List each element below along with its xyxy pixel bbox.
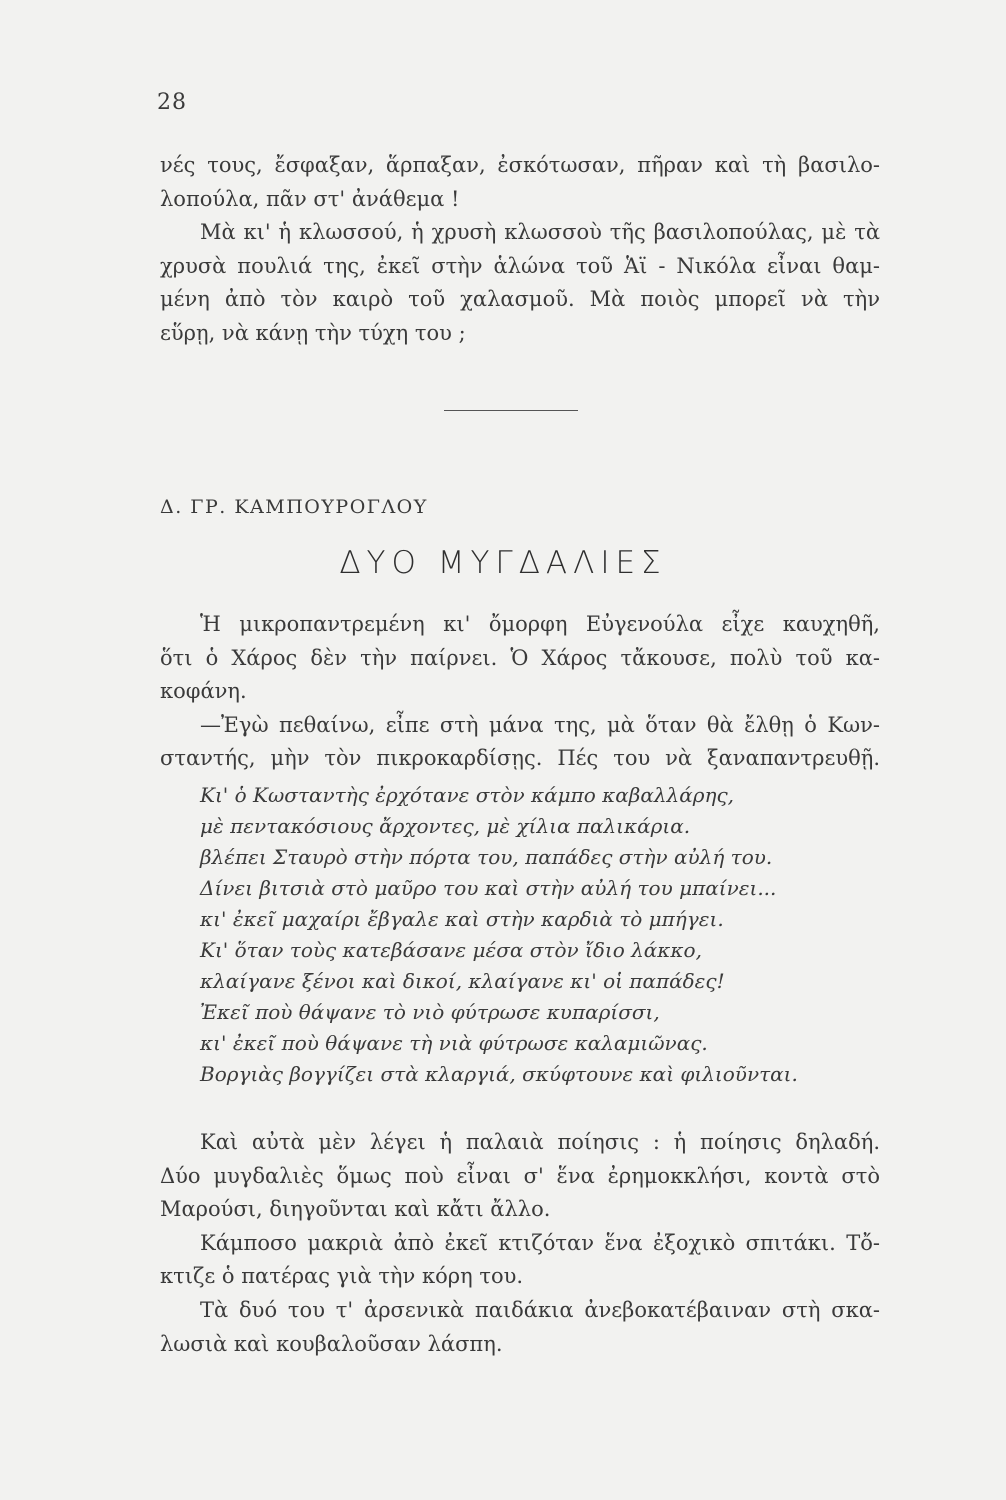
poem-line: Κι' ὁ Κωσταντὴς ἐρχότανε στὸν κάμπο καβαλλάρης,	[200, 783, 735, 807]
poem-line: βλέπει Σταυρὸ στὴν πόρτα του, παπάδες στὴν αὐλή του.	[200, 845, 773, 869]
poem-line: Δίνει βιτσιὰ στὸ μαῦρο του καὶ στὴν αὐλή του μπαίνει...	[200, 876, 777, 900]
poem-line: Κι' ὅταν τοὺς κατεβάσανε μέσα στὸν ἴδιο λάκκο,	[200, 938, 702, 962]
text-line: ὅτι ὁ Χάρος δὲν τὴν παίρνει. Ὁ Χάρος τἄκουσε, πολὺ τοῦ κα-	[160, 645, 880, 670]
previous-story-ending	[160, 149, 880, 351]
text-line: σταντής, μὴν τὸν πικροκαρδίσῃς. Πές του νὰ ξαναπαντρευθῇ.	[160, 746, 880, 771]
section-divider	[444, 410, 578, 411]
text-line: χρυσὰ πουλιά της, ἐκεῖ στὴν ἁλώνα τοῦ Ἁϊ - Νικόλα εἶναι θαμ-	[160, 253, 880, 278]
poem-line: κι' ἐκεῖ ποὺ θάψανε τὴ νιὰ φύτρωσε καλαμιῶνας.	[200, 1031, 708, 1055]
text-line: Καὶ αὐτὰ μὲν λέγει ἡ παλαιὰ ποίησις : ἡ ποίησις δηλαδή.	[200, 1130, 880, 1154]
text-line: Δύο μυγδαλιὲς ὅμως ποὺ εἶναι σ' ἕνα ἐρημοκκλήσι, κοντὰ στὸ	[160, 1163, 880, 1188]
text-line: Κάμποσο μακριὰ ἀπὸ ἐκεῖ κτιζόταν ἕνα ἐξοχικὸ σπιτάκι. Τὄ-	[200, 1230, 880, 1255]
text-line: νές τους, ἔσφαξαν, ἅρπαξαν, ἐσκότωσαν, πῆραν καὶ τὴ βασιλο-	[160, 153, 880, 177]
story-title: ΔΥΟ ΜΥΓΔΑΛΙΕΣ	[339, 545, 667, 581]
text-line: Μὰ κι' ἡ κλωσσού, ἡ χρυσὴ κλωσσοὺ τῆς βασιλοπούλας, μὲ τὰ	[200, 220, 880, 245]
poem-line: μὲ πεντακόσιους ἄρχοντες, μὲ χίλια παλικάρια.	[200, 814, 691, 838]
poem-line: κι' ἐκεῖ μαχαίρι ἔβγαλε καὶ στὴν καρδιὰ τὸ μπήγει.	[200, 907, 724, 931]
story-continuation	[160, 1126, 880, 1361]
text-line: κτιζε ὁ πατέρας γιὰ τὴν κόρη του.	[160, 1264, 524, 1289]
text-line: κοφάνη.	[160, 679, 247, 704]
text-line: Ἡ μικροπαντρεμένη κι' ὄμορφη Εὐγενούλα εἶχε καυχηθῆ,	[200, 612, 880, 636]
folk-poem	[200, 780, 798, 1090]
text-line: Μαρούσι, διηγοῦνται καὶ κἄτι ἄλλο.	[160, 1197, 551, 1222]
author-name: Δ. ΓΡ. ΚΑΜΠΟΥΡΟΓΛΟΥ	[160, 496, 428, 518]
text-line: Τὰ δυό του τ' ἀρσενικὰ παιδάκια ἀνεβοκατέβαιναν στὴ σκα-	[200, 1297, 880, 1322]
text-line: μένη ἀπὸ τὸν καιρὸ τοῦ χαλασμοῦ. Μὰ ποιὸς μπορεῖ νὰ τὴν	[160, 287, 880, 312]
text-line: εὕρῃ, νὰ κάνῃ τὴν τύχη του ;	[160, 320, 466, 345]
poem-line: Βοργιὰς βογγίζει στὰ κλαργιά, σκύφτουνε καὶ φιλιοῦνται.	[200, 1062, 798, 1086]
story-opening	[160, 608, 880, 776]
poem-line: Ἐκεῖ ποὺ θάψανε τὸ νιὸ φύτρωσε κυπαρίσσι,	[200, 1000, 660, 1024]
text-line: λοπούλα, πᾶν στ' ἀνάθεμα !	[160, 186, 460, 211]
text-line: —Ἐγὼ πεθαίνω, εἶπε στὴ μάνα της, μὰ ὅταν θὰ ἔλθῃ ὁ Κων-	[200, 712, 880, 737]
page-number: 28	[157, 90, 187, 115]
text-line: λωσιὰ καὶ κουβαλοῦσαν λάσπη.	[160, 1331, 503, 1356]
poem-line: κλαίγανε ξένοι καὶ δικοί, κλαίγανε κι' οἱ παπάδες!	[200, 969, 725, 993]
